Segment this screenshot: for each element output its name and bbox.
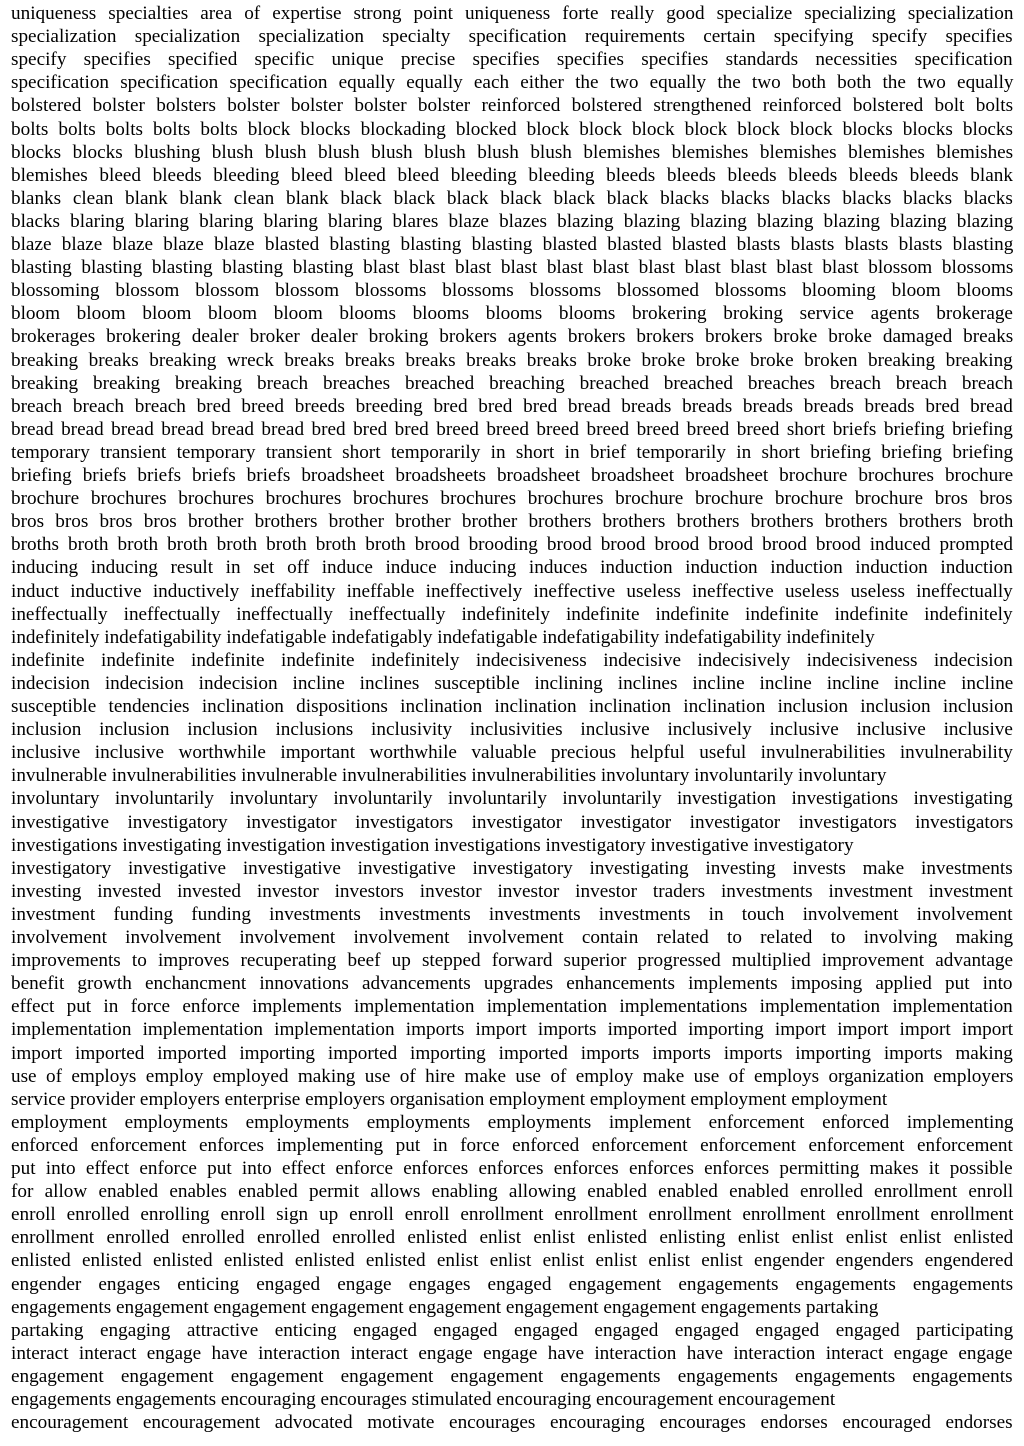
text-line: invulnerable invulnerabilities invulnerable invulnerabilities invulnerabilities involuntary involuntarily involuntary [11, 765, 887, 787]
text-line: improvements to improves recuperating beef up stepped forward superior progressed multiplied improvement advantage [11, 950, 1014, 972]
text-line: investment funding funding investments investments investments investments in touch involvement involvement [11, 903, 1013, 925]
text-line: brochure brochures brochures brochures brochures brochures brochures brochure brochure brochure brochure bros bros [11, 488, 1013, 510]
text-line: investigative investigatory investigator investigators investigator investigator investigator investigators investigators [11, 811, 1014, 833]
text-line: engagements engagement engagement engagement engagement engagement engagement engagements partaking [11, 1296, 879, 1318]
text-line: enforced enforcement enforces implementing put in force enforced enforcement enforcement enforcement enforcement [11, 1134, 1013, 1156]
text-line: enroll enrolled enrolling enroll sign up enroll enroll enrollment enrollment enrollment enrollment enrollment enrollment [11, 1204, 1014, 1226]
text-line: uniqueness specialties area of expertise strong point uniqueness forte really good specialize specializing specialization [11, 3, 1014, 24]
text-line: put into effect enforce put into effect enforce enforces enforces enforces enforces enforces permitting makes it possible [11, 1158, 1013, 1179]
text-line: interact interact engage have interaction interact engage engage have interaction have interaction interact engage engage [11, 1342, 1013, 1364]
text-line: brokerages brokering dealer broker dealer broking brokers agents brokers brokers brokers broke broke damaged breaks [11, 326, 1014, 348]
text-line: implementation implementation implementation imports import imports imported importing import import import import [11, 1019, 1014, 1041]
text-line: investing invested invested investor investors investor investor investor traders investments investment investment [11, 880, 1013, 902]
text-line: susceptible tendencies inclination dispositions inclination inclination inclination inclination inclusion inclusion inclusion [11, 696, 1014, 717]
text-line: import imported imported importing imported importing imported imports imports imports importing imports making [11, 1042, 1013, 1064]
text-line: broths broth broth broth broth broth broth broth brood brooding brood brood brood brood brood brood induced prompted [11, 534, 1014, 556]
text-line: bloom bloom bloom bloom bloom blooms blooms blooms blooms brokering broking service agents brokerage [11, 303, 1013, 325]
text-line: blaze blaze blaze blaze blaze blasted blasting blasting blasting blasted blasted blasted blasts blasts blasts blasts blasting [11, 234, 1014, 255]
text-line: bread bread bread bread bread bread bred bred bred breed breed breed breed breed breed breed short briefs briefing briefing [11, 418, 1013, 440]
text-line: engagements engagements encouraging encourages stimulated encouraging encouragement encouragement [11, 1389, 836, 1410]
text-line: involuntary involuntarily involuntary involuntarily involuntarily involuntarily investigation investigations investigating [11, 788, 1013, 810]
text-line: inclusive inclusive worthwhile important worthwhile valuable precious helpful useful invulnerabilities invulnerability [11, 742, 1013, 764]
text-line: indefinite indefinite indefinite indefinite indefinitely indecisiveness indecisive indecisively indecisiveness indecision [11, 649, 1013, 671]
text-line: benefit growth enchancment innovations advancements upgrades enhancements implements imposing applied put into [11, 973, 1013, 995]
text-line: specification specification specification equally equally each either the two equally the two both both the two equally [11, 72, 1014, 94]
text-line: bolstered bolster bolsters bolster bolster bolster bolster reinforced bolstered strengthened reinforced bolstered bolt bolts [11, 95, 1014, 117]
text-line: blasting blasting blasting blasting blasting blast blast blast blast blast blast blast blast blast blast blast blossom blossoms [11, 257, 1014, 279]
text-line: specify specifies specified specific unique precise specifies specifies specifies standards necessities specification [11, 49, 1013, 71]
text-line: inducing inducing result in set off induce induce inducing induces induction induction induction induction induction [11, 557, 1013, 579]
text-line: briefing briefs briefs briefs briefs broadsheet broadsheets broadsheet broadsheet broadsheet brochure brochures brochure [11, 465, 1014, 486]
text-line: investigations investigating investigation investigation investigations investigatory investigative investigatory [11, 834, 854, 856]
text-line: temporary transient temporary transient short temporarily in short in brief temporarily in short briefing briefing briefing [11, 441, 1014, 463]
text-line: breaking breaks breaking wreck breaks breaks breaks breaks breaks broke broke broke broke broken breaking breaking [11, 349, 1013, 371]
text-line: indecision indecision indecision incline inclines susceptible inclining inclines incline incline incline incline incline [11, 672, 1014, 694]
text-line: partaking engaging attractive enticing engaged engaged engaged engaged engaged engaged engaged participating [11, 1319, 1014, 1341]
text-line: blossoming blossom blossom blossom blossoms blossoms blossoms blossomed blossoms blooming bloom blooms [11, 280, 1014, 302]
text-line: bolts bolts bolts bolts bolts block blocks blockading blocked block block block block block block blocks blocks blocks [11, 118, 1013, 140]
text-line: engender engages enticing engaged engage engages engaged engagement engagements engagements engagements [11, 1273, 1014, 1295]
text-line: blacks blaring blaring blaring blaring blaring blares blaze blazes blazing blazing blazing blazing blazing blazing blazing [11, 210, 1014, 232]
text-line: induct inductive inductively ineffability ineffable ineffectively ineffective useless ineffective useless useless ineffectually [11, 580, 1013, 602]
text-line: enlisted enlisted enlisted enlisted enlisted enlisted enlist enlist enlist enlist enlist enlist engender engenders engendered [11, 1250, 1014, 1272]
text-line: investigatory investigative investigative investigative investigatory investigating investing invests make investments [11, 857, 1013, 879]
text-line: ineffectually ineffectually ineffectually ineffectually indefinitely indefinite indefinite indefinite indefinite indefinitely [11, 603, 1013, 625]
text-line: breach breach breach bred breed breeds breeding bred bred bred bread breads breads breads breads breads bred bread [11, 395, 1013, 417]
text-line: blemishes bleed bleeds bleeding bleed bleed bleed bleeding bleeding bleeds bleeds bleeds bleeds bleeds bleeds blank [11, 164, 1013, 186]
text-line: employment employments employments employments employments implement enforcement enforced implementing [11, 1111, 1014, 1133]
text-line: indefinitely indefatigability indefatigable indefatigably indefatigable indefatigability indefatigability indefinitely [11, 626, 875, 648]
text-line: involvement involvement involvement involvement involvement contain related to related to involving making [11, 927, 1014, 948]
text-line: bros bros bros bros brother brothers brother brother brother brothers brothers brothers brothers brothers brothers broth [11, 511, 1014, 533]
text-line: enrollment enrolled enrolled enrolled enrolled enlisted enlist enlist enlisted enlisting enlist enlist enlist enlist enlisted [11, 1227, 1014, 1249]
text-line: encouragement encouragement advocated motivate encourages encouraging encourages endorses encouraged endorses [11, 1412, 1013, 1434]
text-line: effect put in force enforce implements implementation implementation implementations implementation implementation [11, 996, 1013, 1018]
text-line: service provider employers enterprise employers organisation employment employment employment employment [11, 1088, 888, 1110]
text-line: specialization specialization specialization specialty specification requirements certain specifying specify specifies [11, 26, 1013, 48]
text-line: for allow enabled enables enabled permit allows enabling allowing enabled enabled enabled enrolled enrollment enroll [11, 1181, 1014, 1203]
text-line: engagement engagement engagement engagement engagement engagements engagements engagements engagements [11, 1365, 1013, 1387]
text-line: use of employs employ employed making use of hire make use of employ make use of employs organization employers [11, 1065, 1014, 1087]
text-line: blanks clean blank blank clean blank black black black black black black blacks blacks blacks blacks blacks blacks [11, 187, 1013, 209]
text-line: blocks blocks blushing blush blush blush blush blush blush blush blemishes blemishes blemishes blemishes blemishes [11, 141, 1014, 163]
text-line: inclusion inclusion inclusion inclusions inclusivity inclusivities inclusive inclusively inclusive inclusive inclusive [11, 719, 1013, 741]
text-line: breaking breaking breaking breach breaches breached breaching breached breached breaches breach breach breach [11, 372, 1013, 394]
